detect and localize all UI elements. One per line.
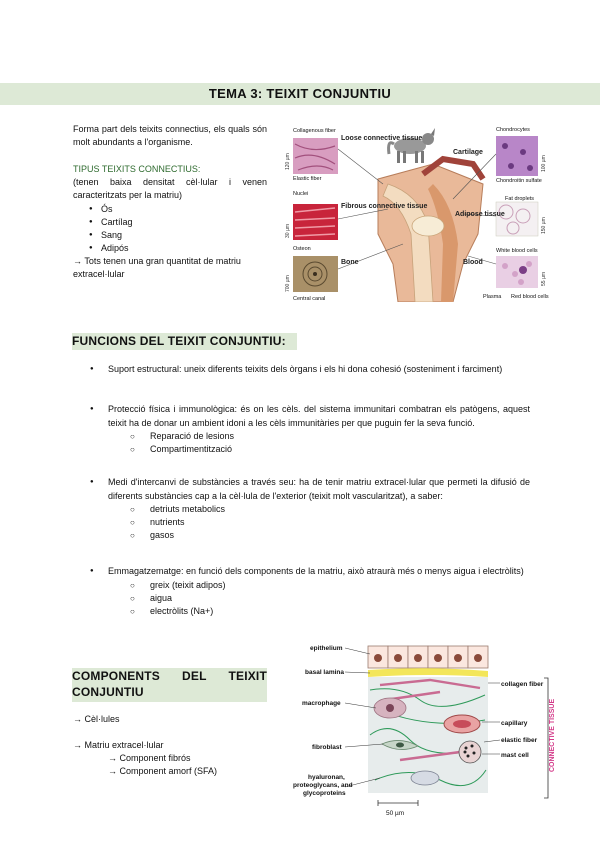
components-heading-box xyxy=(72,668,267,702)
components-amorph: → Component amorf (SFA) xyxy=(108,766,218,776)
fig1-label: Osteon xyxy=(293,246,311,252)
fig2-label: basal lamina xyxy=(305,669,345,676)
fig2-label: epithelium xyxy=(310,645,343,652)
fig1-scale: 150 µm xyxy=(541,217,547,234)
components-heading: COMPONENTS DEL TEIXIT CONJUNTIU xyxy=(72,669,267,699)
function-subitem: ○ Reparació de lesions xyxy=(130,430,530,443)
function-item xyxy=(90,565,530,618)
components-cells: → Cèl·lules xyxy=(73,714,120,724)
function-item xyxy=(90,363,530,377)
connective-tissue-label: CONNECTIVE TISSUE xyxy=(549,698,556,772)
page-title: TEMA 3: TEIXIT CONJUNTIU xyxy=(208,86,392,101)
fig1-scale: 700 µm xyxy=(285,275,291,292)
fig1-label: White blood cells xyxy=(496,248,538,254)
matrix-note: → Tots tenen una gran quantitat de matriu extracel·lular xyxy=(73,256,241,279)
fig2-label: collagen fiber xyxy=(501,681,544,688)
fig2-label: proteoglycans, and xyxy=(293,782,353,789)
fig1-label: Collagenous fiber xyxy=(293,128,336,134)
fig1-label: Blood xyxy=(463,259,483,266)
function-subitem: ○ greix (teixit adipos) xyxy=(130,579,530,592)
intro-text: Forma part dels teixits connectius, els quals són molt abundants a l'organisme. xyxy=(73,124,267,147)
function-item xyxy=(90,476,530,542)
function-subitem: ○ Compartimentització xyxy=(130,443,530,456)
fig2-label: hyaluronan, xyxy=(308,774,345,781)
fig1-scale: 30 µm xyxy=(285,224,291,238)
functions-heading: FUNCIONS DEL TEIXIT CONJUNTIU: xyxy=(72,334,286,348)
function-text: ● Emmagatzematge: en funció dels components de la matriu, això atraurà més o menys aigua i electròlits) xyxy=(90,565,530,579)
types-heading: TIPUS TEIXITS CONNECTIUS: xyxy=(73,164,201,174)
fig2-label: glycoproteins xyxy=(303,790,346,797)
fig2-label: mast cell xyxy=(501,752,529,759)
scale-label: 50 µm xyxy=(386,810,405,817)
type-item: ● Cartílag xyxy=(73,216,263,229)
fig2-label: macrophage xyxy=(302,700,341,707)
types-list xyxy=(73,203,263,255)
fig1-label: Red blood cells xyxy=(511,294,549,300)
fig2-label: fibroblast xyxy=(312,744,342,751)
fig1-label: Loose connective tissue xyxy=(341,135,423,142)
components-matrix: → Matriu extracel·lular xyxy=(73,740,164,750)
type-item: ● Adipós xyxy=(73,242,263,255)
fig2-label: elastic fiber xyxy=(501,737,538,744)
function-text: ● Protecció física i immunològica: és on les cèls. del sistema immunitari combatran els patògens, aquest teixit ha de donar un ambient idoni a les cèls immunitàries per que puguin fer la seva funció. xyxy=(90,403,530,430)
function-text: ● Medi d'intercanvi de substàncies a través seu: ha de tenir matriu extracel·lular que permeti la difusió de diferents substàncies cap a la cèl·lula de l'exterior (teixit molt vascularitzat), a saber: xyxy=(90,476,530,503)
connective-tissue-figure xyxy=(283,124,553,302)
type-item: ● Sang xyxy=(73,229,263,242)
fig1-scale: 55 µm xyxy=(541,272,547,286)
connective-tissue-diagram xyxy=(290,640,560,820)
type-item: ● Ós xyxy=(73,203,263,216)
function-subitem: ○ detriuts metabolics xyxy=(130,503,530,516)
function-subitem: ○ electròlits (Na+) xyxy=(130,605,530,618)
fig1-label: Fat droplets xyxy=(505,196,535,202)
functions-heading-box xyxy=(72,333,297,350)
function-subitem: ○ nutrients xyxy=(130,516,530,529)
fig1-label: Bone xyxy=(341,259,359,266)
fig1-scale: 100 µm xyxy=(541,155,547,172)
fig1-label: Plasma xyxy=(483,294,502,300)
fig2-label: capillary xyxy=(501,720,528,727)
fig1-label: Chondrocytes xyxy=(496,127,530,133)
fig1-label: Fibrous connective tissue xyxy=(341,203,428,210)
fig1-label: Adipose tissue xyxy=(455,211,505,218)
dog-icon xyxy=(389,128,435,163)
fig1-label: Chondroitin sulfate xyxy=(496,178,542,184)
function-text: ● Suport estructural: uneix diferents teixits dels òrgans i els hi dona cohesió (sosteniment i farciment) xyxy=(90,363,530,377)
fig1-label: Nuclei xyxy=(293,191,309,197)
function-subitem: ○ gasos xyxy=(130,529,530,542)
components-fibrous: → Component fibrós xyxy=(108,753,191,763)
title-bar xyxy=(0,83,600,105)
fig1-scale: 120 µm xyxy=(285,153,291,170)
fig1-label: Central canal xyxy=(293,296,326,302)
fig1-label: Elastic fiber xyxy=(293,176,322,182)
types-note: (tenen baixa densitat cèl·lular i venen caracteritzats per la matriu) xyxy=(73,177,267,200)
function-item xyxy=(90,403,530,456)
fig1-label: Cartilage xyxy=(453,149,483,156)
function-subitem: ○ aigua xyxy=(130,592,530,605)
